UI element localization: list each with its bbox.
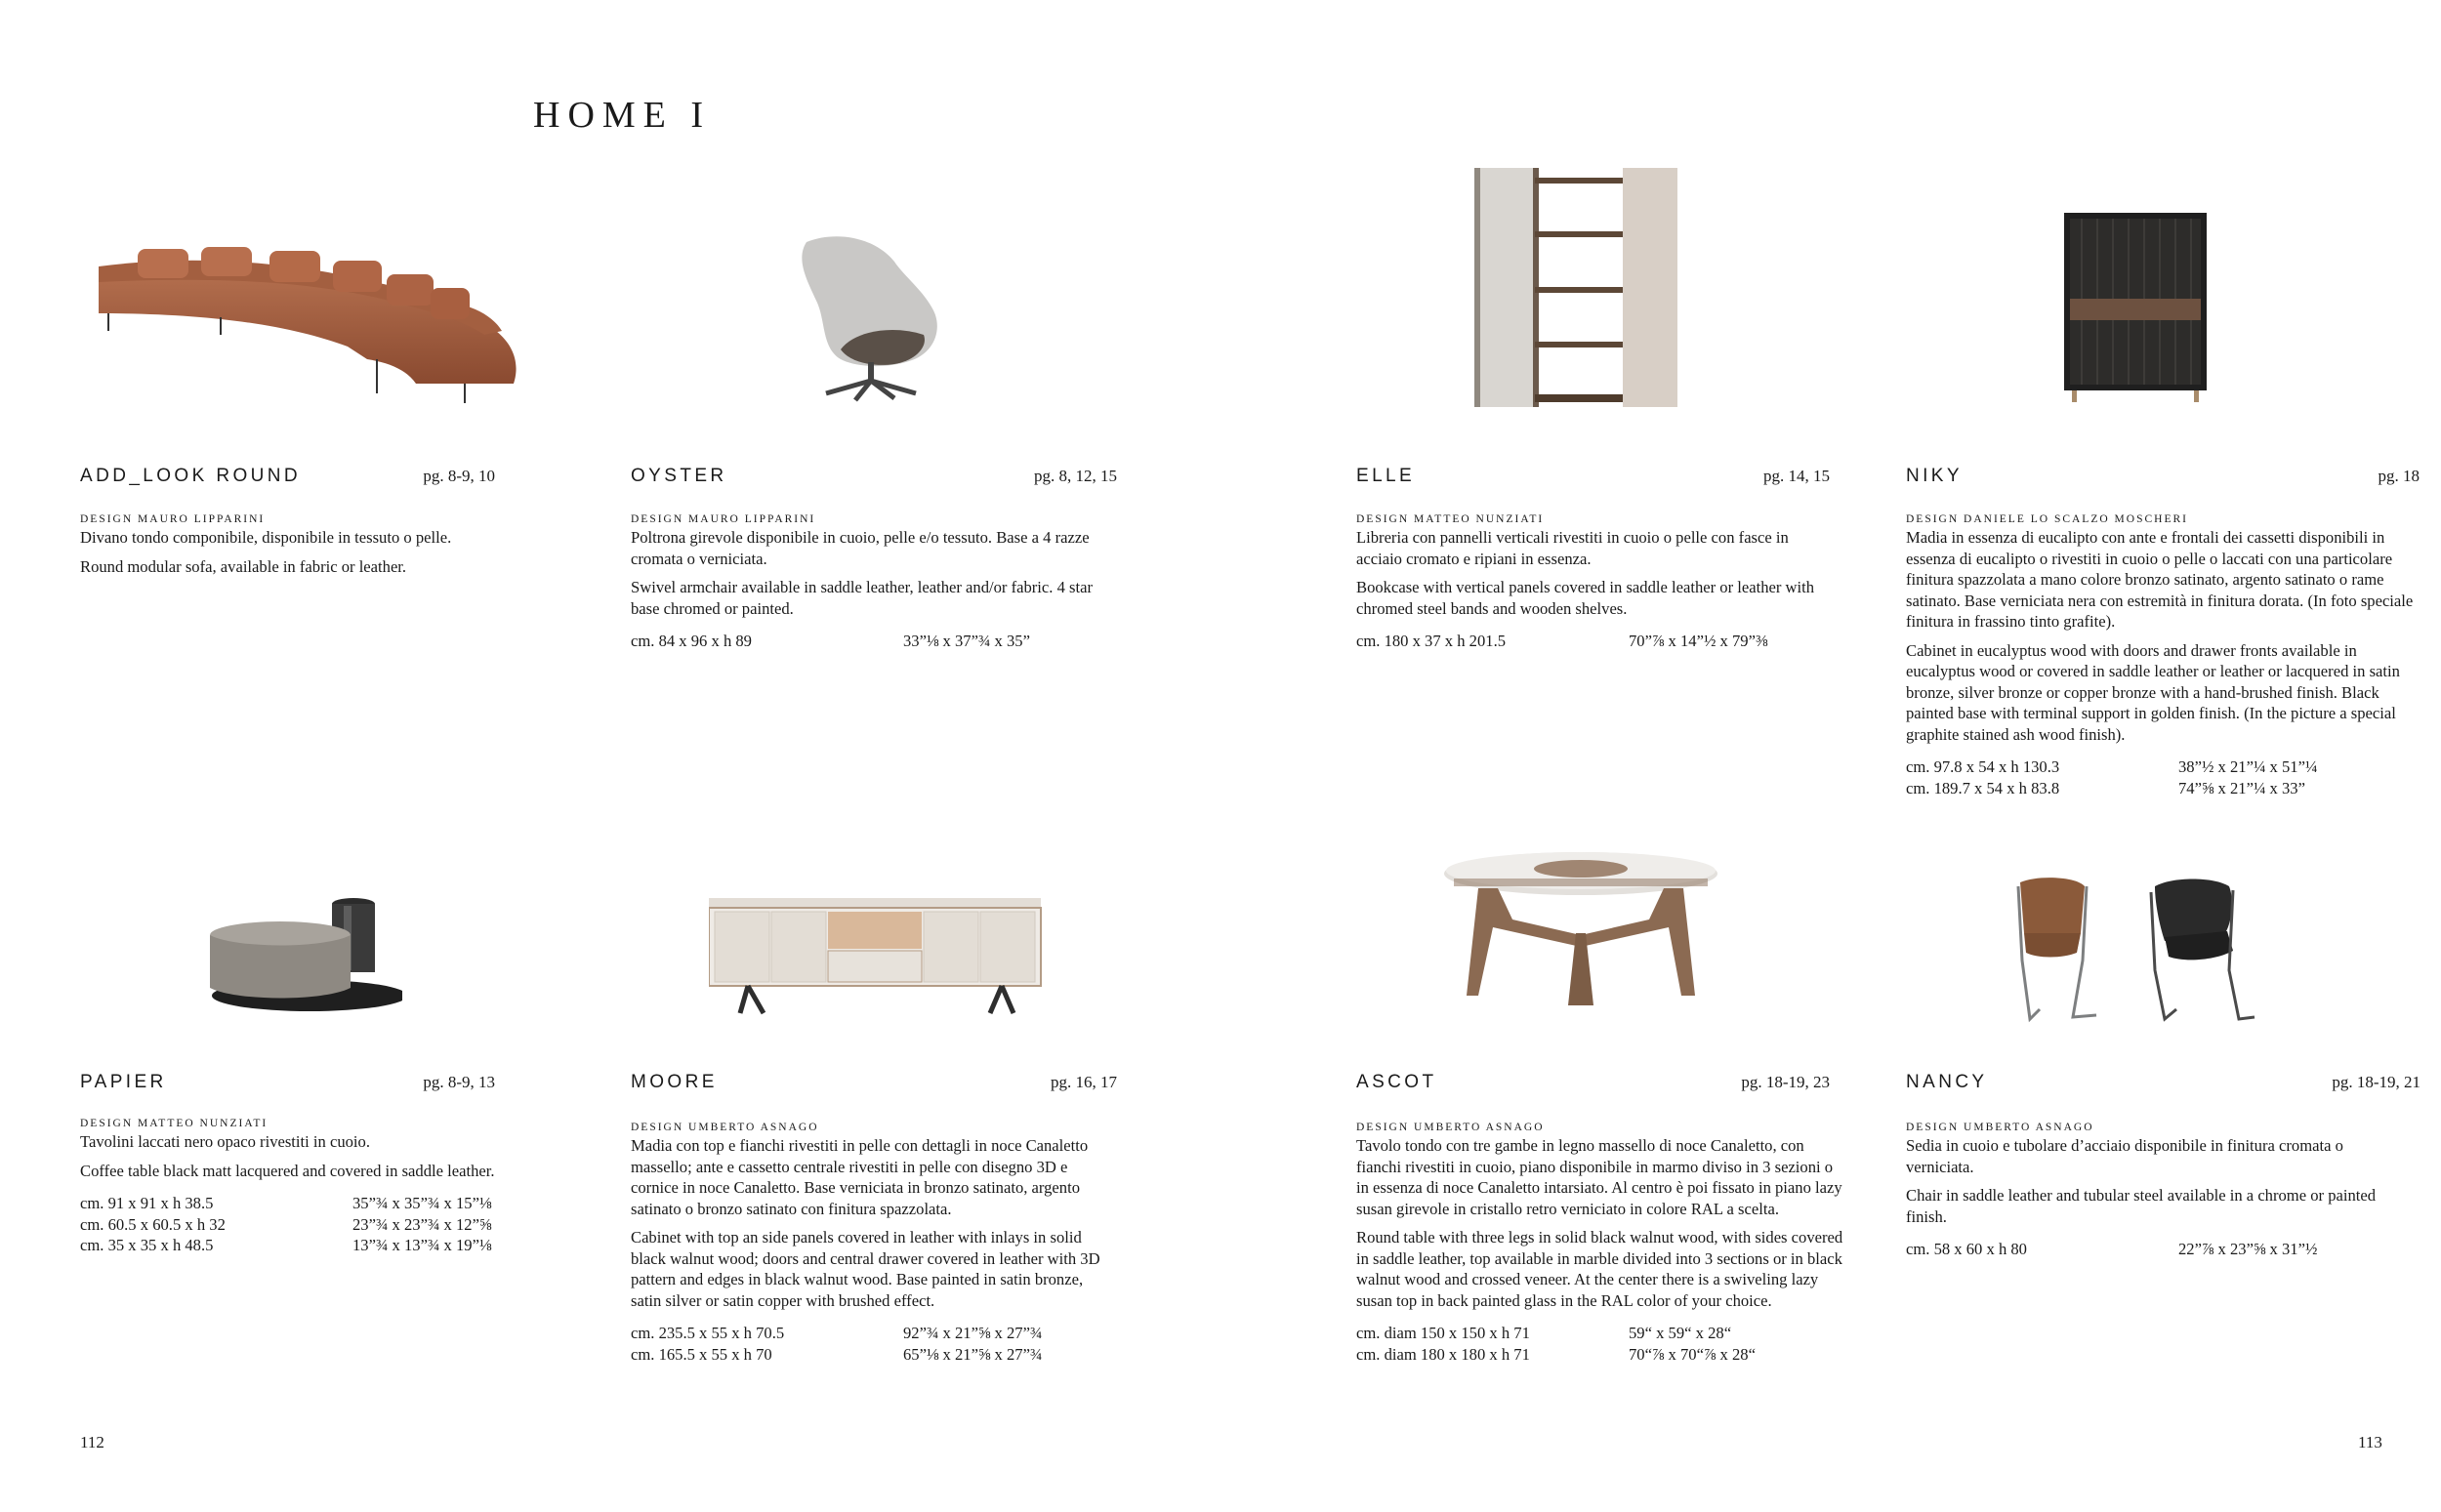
product-description bbox=[1906, 1121, 2394, 1260]
product-description bbox=[1356, 512, 1830, 652]
dimension-in: 92”¾ x 21”⅝ x 27”¾ bbox=[903, 1324, 1043, 1342]
page-number-left: 112 bbox=[80, 1433, 104, 1451]
product-papier bbox=[80, 859, 495, 1288]
product-header bbox=[631, 466, 1117, 495]
dimension-in: 70”⅞ x 14”½ x 79”⅜ bbox=[1629, 632, 1768, 650]
product-moore bbox=[631, 859, 1117, 1406]
dimension-in: 65”⅛ x 21”⅝ x 27”¾ bbox=[903, 1344, 1043, 1364]
designer: DESIGN MAURO LIPPARINI bbox=[80, 513, 266, 525]
description-it: Madia con top e fianchi rivestiti in pelle con dettagli in noce Canaletto massello; ante e cassetto centrale rivestiti in pelle con disegno 3D e cornice in noce Canaletto. Base verniciata in bronzo satinato, argento satinato o bronzo satinato con finitura spazzolata. bbox=[631, 1136, 1089, 1218]
product-header bbox=[80, 466, 495, 495]
dimension-in: 59“ x 59“ x 28“ bbox=[1629, 1324, 1732, 1342]
description-it: Tavolini laccati nero opaco rivestiti in cuoio. bbox=[80, 1132, 370, 1151]
product-description bbox=[1356, 1121, 1844, 1365]
product-pages: pg. 16, 17 bbox=[1051, 1073, 1117, 1091]
bookcase-image bbox=[1474, 168, 1689, 412]
product-header bbox=[1906, 466, 2419, 495]
product-ascot bbox=[1356, 849, 1843, 1425]
description-en: Round table with three legs in solid black walnut wood, with sides covered in saddle leather, top available in marble divided into 3 sections or in black walnut wood and crossed veneer. At the center there is a swiveling lazy susan top in back painted glass in the RAL color of your choice. bbox=[1356, 1228, 1843, 1310]
product-pages: pg. 18-19, 21 bbox=[2332, 1073, 2420, 1091]
dimensions bbox=[631, 1323, 1117, 1365]
product-description bbox=[80, 512, 495, 589]
designer: DESIGN MATTEO NUNZIATI bbox=[1356, 513, 1545, 525]
description-en: Coffee table black matt lacquered and covered in saddle leather. bbox=[80, 1161, 495, 1180]
designer: DESIGN DANIELE LO SCALZO MOSCHERI bbox=[1906, 513, 2188, 525]
sofa-image bbox=[94, 237, 533, 408]
dimensions bbox=[1356, 631, 1830, 652]
dimension-in: 70“⅞ x 70“⅞ x 28“ bbox=[1629, 1344, 1756, 1364]
section-title: HOME I bbox=[533, 95, 712, 136]
description-en: Round modular sofa, available in fabric or leather. bbox=[80, 556, 407, 576]
description-it: Sedia in cuoio e tubolare d’acciaio disponibile in finitura cromata o verniciata. bbox=[1906, 1136, 2343, 1176]
round-table-image bbox=[1439, 849, 1722, 1010]
dimension-row bbox=[80, 1235, 568, 1256]
dimension-row bbox=[80, 1214, 568, 1236]
dimension-in: 33”⅛ x 37”¾ x 35” bbox=[903, 632, 1030, 650]
dimension-row bbox=[1906, 756, 2421, 778]
dimension-in: 13”¾ x 13”¾ x 19”⅛ bbox=[352, 1236, 492, 1254]
description-it: Tavolo tondo con tre gambe in legno massello di noce Canaletto, con fianchi rivestiti in cuoio, piano disponibile in marmo diviso in 3 sezioni o in essenza di noce Canaletto intarsiato. Al centro è poi fissato in piano lazy susan girevole in cristallo retro verniciato in colore RAL a scelta. bbox=[1356, 1136, 1842, 1218]
designer: DESIGN UMBERTO ASNAGO bbox=[1356, 1122, 1545, 1133]
dimension-cm: cm. 91 x 91 x h 38.5 bbox=[80, 1194, 214, 1212]
dimension-in: 74”⅝ x 21”¼ x 33” bbox=[2178, 778, 2305, 797]
dimension-row bbox=[1356, 631, 1830, 652]
designer: DESIGN UMBERTO ASNAGO bbox=[1906, 1122, 2094, 1133]
description-en: Cabinet in eucalyptus wood with doors and drawer fronts available in eucalyptus wood or covered in saddle leather or leather or lacquered in satin bronze, silver bronze or copper bronze with a hand-brushed finish. Black painted base with terminal support in golden finish. (In the picture a special graphite stained ash wood finish). bbox=[1906, 640, 2400, 744]
designer: DESIGN MATTEO NUNZIATI bbox=[80, 1118, 269, 1129]
product-pages: pg. 8-9, 10 bbox=[423, 467, 495, 485]
sideboard-image bbox=[709, 898, 1046, 1015]
product-name: ELLE bbox=[1356, 466, 1416, 486]
dimension-cm: cm. 60.5 x 60.5 x h 32 bbox=[80, 1214, 226, 1234]
product-nancy bbox=[1906, 859, 2420, 1288]
dimension-row bbox=[631, 1344, 1117, 1366]
dimension-cm: cm. 235.5 x 55 x h 70.5 bbox=[631, 1324, 785, 1342]
dimension-row bbox=[1906, 1239, 2394, 1260]
dimensions bbox=[1906, 756, 2421, 798]
dimensions bbox=[1906, 1239, 2394, 1260]
dimension-cm: cm. diam 180 x 180 x h 71 bbox=[1356, 1344, 1530, 1364]
product-pages: pg. 18-19, 23 bbox=[1741, 1073, 1830, 1091]
dimension-cm: cm. 97.8 x 54 x h 130.3 bbox=[1906, 757, 2060, 776]
dimension-in: 23”¾ x 23”¾ x 12”⅝ bbox=[352, 1214, 492, 1234]
product-header bbox=[1356, 466, 1830, 495]
dimension-in: 22”⅞ x 23”⅝ x 31”½ bbox=[2178, 1240, 2318, 1258]
product-add-look-round bbox=[80, 146, 495, 595]
description-en: Bookcase with vertical panels covered in saddle leather or leather with chromed steel bands and wooden shelves. bbox=[1356, 578, 1815, 618]
dimension-cm: cm. 189.7 x 54 x h 83.8 bbox=[1906, 778, 2060, 797]
product-name: ADD_LOOK ROUND bbox=[80, 466, 302, 486]
product-name: OYSTER bbox=[631, 466, 727, 486]
product-name: NANCY bbox=[1906, 1072, 1988, 1092]
description-it: Poltrona girevole disponibile in cuoio, pelle e/o tessuto. Base a 4 razze cromata o verniciata. bbox=[631, 528, 1090, 568]
dimension-row bbox=[631, 631, 1117, 652]
product-description bbox=[631, 512, 1117, 652]
dimension-cm: cm. diam 150 x 150 x h 71 bbox=[1356, 1324, 1530, 1342]
product-header bbox=[1906, 1072, 2420, 1101]
product-elle bbox=[1356, 146, 1830, 654]
dimensions bbox=[631, 631, 1117, 652]
product-header bbox=[631, 1072, 1117, 1101]
dimension-row bbox=[1906, 778, 2421, 799]
product-pages: pg. 8, 12, 15 bbox=[1034, 467, 1117, 485]
product-name: PAPIER bbox=[80, 1072, 167, 1092]
description-it: Madia in essenza di eucalipto con ante e frontali dei cassetti disponibili in essenza di eucalipto o rivestiti in cuoio o pelle o laccati con una particolare finitura spazzolata a mano colore bronzo satinato, argento satinato o rame satinato. Base verniciata nera con estremità in finitura dorata. (In foto speciale finitura in frassino tinto grafite). bbox=[1906, 528, 2414, 631]
dimension-cm: cm. 180 x 37 x h 201.5 bbox=[1356, 632, 1507, 650]
product-description bbox=[631, 1121, 1117, 1365]
page-number-right: 113 bbox=[2358, 1433, 2382, 1451]
product-header bbox=[80, 1072, 495, 1101]
product-oyster bbox=[631, 146, 1117, 654]
product-pages: pg. 18 bbox=[2378, 467, 2420, 485]
description-it: Divano tondo componibile, disponibile in tessuto o pelle. bbox=[80, 528, 452, 547]
dimension-in: 38”½ x 21”¼ x 51”¼ bbox=[2178, 757, 2318, 776]
armchair-image bbox=[787, 232, 953, 403]
product-name: ASCOT bbox=[1356, 1072, 1437, 1092]
dimensions bbox=[1356, 1323, 1844, 1365]
product-pages: pg. 8-9, 13 bbox=[423, 1073, 495, 1091]
description-it: Libreria con pannelli verticali rivestiti in cuoio o pelle con fasce in acciaio cromato e ripiani in essenza. bbox=[1356, 528, 1789, 568]
dimension-cm: cm. 165.5 x 55 x h 70 bbox=[631, 1344, 772, 1364]
coffee-table-image bbox=[207, 896, 402, 1013]
product-header bbox=[1356, 1072, 1830, 1101]
description-en: Swivel armchair available in saddle leather, leather and/or fabric. 4 star base chromed or painted. bbox=[631, 578, 1093, 618]
dimension-cm: cm. 35 x 35 x h 48.5 bbox=[80, 1236, 214, 1254]
dimension-row bbox=[1356, 1344, 1844, 1366]
dimension-row bbox=[631, 1323, 1117, 1344]
dimension-row bbox=[1356, 1323, 1844, 1344]
cabinet-image bbox=[2062, 213, 2209, 403]
designer: DESIGN UMBERTO ASNAGO bbox=[631, 1122, 819, 1133]
product-name: NIKY bbox=[1906, 466, 1963, 486]
product-description bbox=[1906, 512, 2421, 798]
dimension-row bbox=[80, 1193, 568, 1214]
product-pages: pg. 14, 15 bbox=[1763, 467, 1830, 485]
dimensions bbox=[80, 1193, 568, 1256]
product-description bbox=[80, 1117, 568, 1256]
description-en: Chair in saddle leather and tubular steel available in a chrome or painted finish. bbox=[1906, 1186, 2377, 1226]
dimension-cm: cm. 84 x 96 x h 89 bbox=[631, 632, 752, 650]
designer: DESIGN MAURO LIPPARINI bbox=[631, 513, 816, 525]
chairs-image bbox=[2008, 873, 2262, 1029]
dimension-cm: cm. 58 x 60 x h 80 bbox=[1906, 1240, 2027, 1258]
product-niky bbox=[1906, 146, 2419, 849]
dimension-in: 35”¾ x 35”¾ x 15”⅛ bbox=[352, 1194, 492, 1212]
product-name: MOORE bbox=[631, 1072, 718, 1092]
description-en: Cabinet with top an side panels covered in leather with inlays in solid black walnut wood; doors and central drawer covered in leather with 3D pattern and edges in black walnut wood. Base painted in satin bronze, satin silver or satin copper with brushed effect. bbox=[631, 1228, 1100, 1310]
